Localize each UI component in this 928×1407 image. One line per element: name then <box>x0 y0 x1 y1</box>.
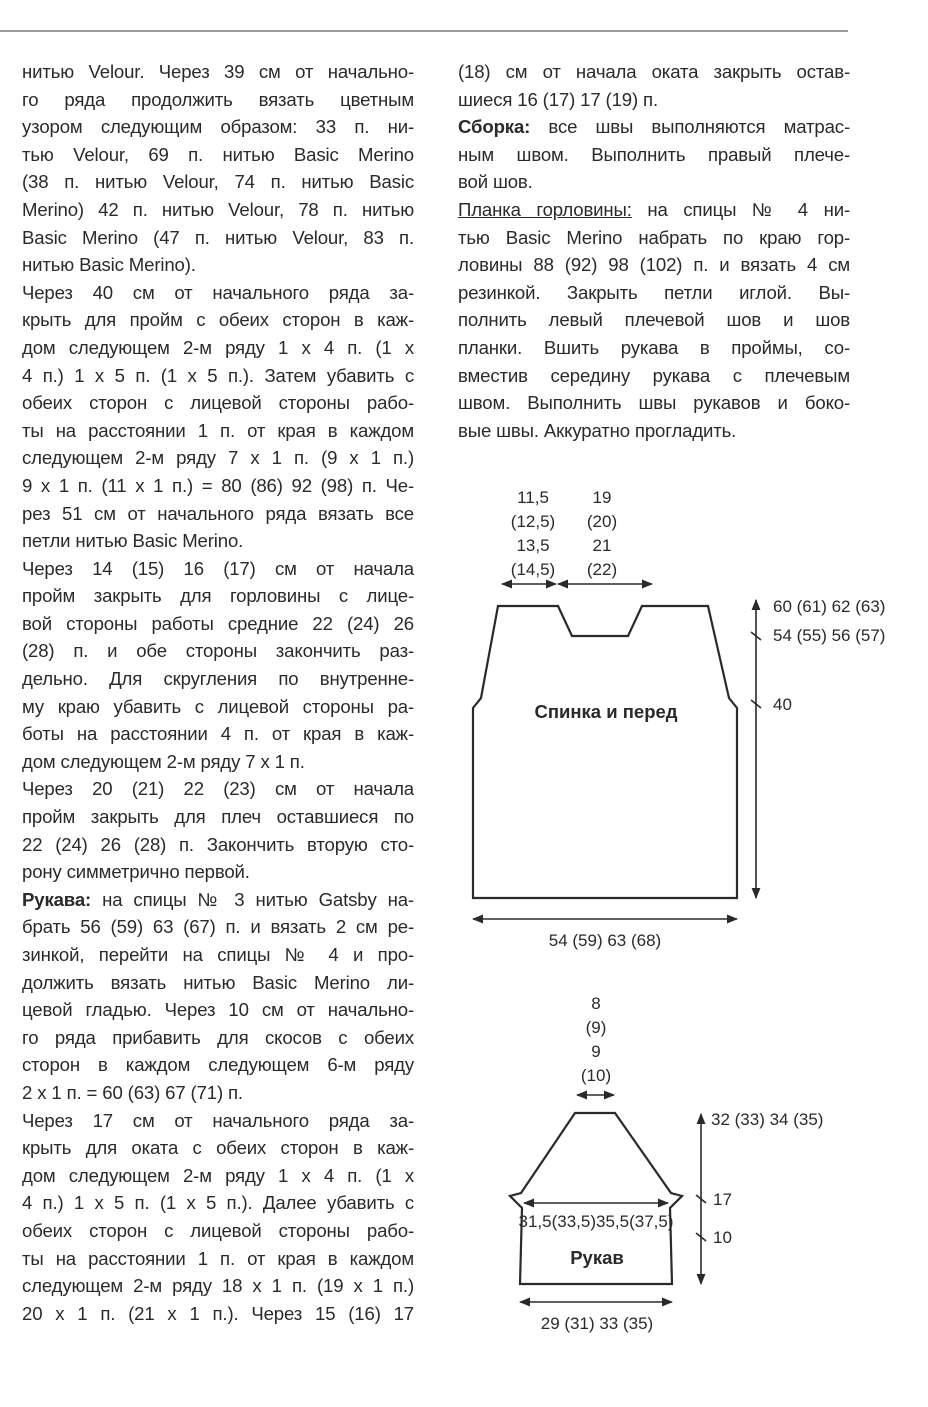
text-line: нитью Velour. Через 39 см от начально- <box>22 61 414 82</box>
text-line: крыть для оката с обеих сторон в каж- <box>22 1137 414 1159</box>
text-line: Рукава: на спицы № 3 нитью Gatsby на- <box>22 888 414 910</box>
body-top-label: 21 <box>592 536 612 555</box>
body-right-label: 60 (61) 62 (63) <box>773 597 886 616</box>
text-line: нитью Basic Merino). <box>22 254 196 276</box>
text-line: дом следующем 2-м ряду 1 х 4 п. (1 х <box>22 1164 414 1186</box>
text-line: зинкой, перейти на спицы № 4 и про- <box>22 944 414 965</box>
text-line: крыть для пройм с обеих сторон в каж- <box>22 309 414 331</box>
text-line: пройм закрыть для горловины с лице- <box>22 585 414 607</box>
text-line: го ряда прибавить для скосов с обеих <box>22 1026 414 1048</box>
text-line: го ряда продолжить вязать цветным <box>22 88 414 110</box>
text-line: Merino) 42 п. нитью Velour, 78 п. нитью <box>22 198 414 220</box>
text-line: боты на расстоянии 4 п. от края в каж- <box>22 723 414 745</box>
text-line: следующем 2-м ряду 7 х 1 п. (9 х 1 п.) <box>22 447 414 469</box>
body-top-label: 11,5 <box>517 488 549 507</box>
body-top-label: (12,5) <box>510 512 556 531</box>
text-line: ты на расстоянии 1 п. от края в каждом <box>22 419 414 441</box>
body-right-label: 54 (55) 56 (57) <box>773 626 886 645</box>
text-line: (28) п. и обе стороны закончить раз- <box>22 640 414 662</box>
body-outline <box>473 606 737 898</box>
text-line: сторон в каждом следующем 6-м ряду <box>22 1054 414 1076</box>
body-top-label: 13,5 <box>516 536 550 555</box>
assembly-heading: Сборка: <box>458 116 531 138</box>
neckband-heading: Планка горловины: <box>458 198 632 220</box>
sleeve-top-label: (9) <box>585 1018 607 1037</box>
text-line: дом следующем 2-м ряду 1 х 4 п. (1 х <box>22 336 414 358</box>
text-line: Через 20 (21) 22 (23) см от начала <box>22 778 414 800</box>
body-top-label: (22) <box>586 560 618 579</box>
text-line: (38 п. нитью Velour, 74 п. нитью Basic <box>22 171 414 193</box>
sleeve-bottom-label: 29 (31) 33 (35) <box>540 1314 654 1333</box>
text-line: (18) см от начала оката закрыть остав- <box>458 61 850 82</box>
text-line: петли нитью Basic Merino. <box>22 530 244 552</box>
text-line: тью Velour, 69 п. нитью Basic Merino <box>22 143 414 165</box>
text-line: ты на расстоянии 1 п. от края в каждом <box>22 1247 414 1269</box>
text-line: 2 х 1 п. = 60 (63) 67 (71) п. <box>22 1081 243 1103</box>
sleeve-schematic <box>510 994 823 1333</box>
text-line: обеих сторон с лицевой стороны рабо- <box>22 392 414 414</box>
text-line: вместив середину рукава с плечевым <box>458 364 850 386</box>
text-line: тью Basic Merino набрать по краю гор- <box>458 226 850 248</box>
body-bottom-label: 54 (59) 63 (68) <box>548 931 662 950</box>
text-line: дом следующем 2-м ряду 7 х 1 п. <box>22 750 305 772</box>
text-line: дельно. Для скругления по внутренне- <box>22 668 414 690</box>
text-line: 4 п.) 1 х 5 п. (1 х 5 п.). Затем убавить с <box>22 364 414 386</box>
text-line: шиеся 16 (17) 17 (19) п. <box>458 88 658 110</box>
text-line: обеих сторон с лицевой стороны рабо- <box>22 1219 414 1241</box>
body-schematic <box>473 488 885 950</box>
text-line: 9 х 1 п. (11 х 1 п.) = 80 (86) 92 (98) п. Че- <box>22 474 414 496</box>
sleeve-width-label: 31,5(33,5)35,5(37,5) <box>518 1212 674 1231</box>
text-line: рез 51 см от начального ряда вязать все <box>22 502 414 524</box>
text-line: пройм закрыть для плеч оставшиеся по <box>22 806 414 828</box>
text-line: швом. Выполнить швы рукавов и боко- <box>458 392 850 414</box>
text-line: 20 х 1 п. (21 х 1 п.). Через 15 (16) 17 <box>22 1302 414 1324</box>
sleeve-title: Рукав <box>570 1247 624 1268</box>
text-line: полнить левый плечевой шов и шов <box>458 309 850 331</box>
text-line: резинкой. Закрыть петли иглой. Вы- <box>458 281 850 303</box>
body-title: Спинка и перед <box>534 701 678 722</box>
text-line: Планка горловины: на спицы № 4 ни- <box>458 198 850 220</box>
text-line: Basic Merino (47 п. нитью Velour, 83 п. <box>22 226 414 248</box>
text-line: брать 56 (59) 63 (67) п. и вязать 2 см ре- <box>22 916 414 938</box>
sleeve-top-label: 9 <box>591 1042 601 1061</box>
body-right-label: 40 <box>773 695 792 714</box>
text-line: Через 17 см от начального ряда за- <box>22 1109 414 1131</box>
text-line: планки. Вшить рукава в проймы, со- <box>458 336 850 358</box>
sleeve-top-label: 8 <box>591 994 601 1013</box>
text-line: 4 п.) 1 х 5 п. (1 х 5 п.). Далее убавить с <box>22 1192 414 1214</box>
body-top-label: (14,5) <box>510 560 556 579</box>
text-line: му краю убавить с лицевой стороны ра- <box>22 695 414 717</box>
sleeves-heading: Рукава: <box>22 888 92 910</box>
text-line: 22 (24) 26 (28) п. Закончить вторую сто- <box>22 833 414 855</box>
text-line: вые швы. Аккуратно прогладить. <box>458 419 737 441</box>
text-line: Через 14 (15) 16 (17) см от начала <box>22 557 414 579</box>
text-line: Сборка: все швы выполняются матрас- <box>458 116 850 138</box>
text-line: должить вязать нитью Basic Merino ли- <box>22 971 414 993</box>
sleeve-right-label: 32 (33) 34 (35) <box>711 1110 824 1129</box>
sleeve-top-label: (10) <box>580 1066 612 1085</box>
sleeve-right-label: 10 <box>713 1228 732 1247</box>
text-line: ловины 88 (92) 98 (102) п. и вязать 4 см <box>458 254 850 276</box>
text-line: следующем 2-м ряду 18 х 1 п. (19 х 1 п.) <box>22 1275 414 1297</box>
text-line: Через 40 см от начального ряда за- <box>22 281 414 303</box>
text-line: цевой гладью. Через 10 см от начально- <box>22 999 414 1021</box>
text-line: узором следующим образом: 33 п. ни- <box>22 116 414 138</box>
body-top-label: 19 <box>592 488 612 507</box>
sleeve-right-label: 17 <box>713 1190 732 1209</box>
text-line: вой стороны работы средние 22 (24) 26 <box>22 612 414 634</box>
text-line: рону симметрично первой. <box>22 861 250 883</box>
body-top-label: (20) <box>586 512 618 531</box>
text-line: вой шов. <box>458 171 533 193</box>
text-line: ным швом. Выполнить правый плече- <box>458 143 850 165</box>
